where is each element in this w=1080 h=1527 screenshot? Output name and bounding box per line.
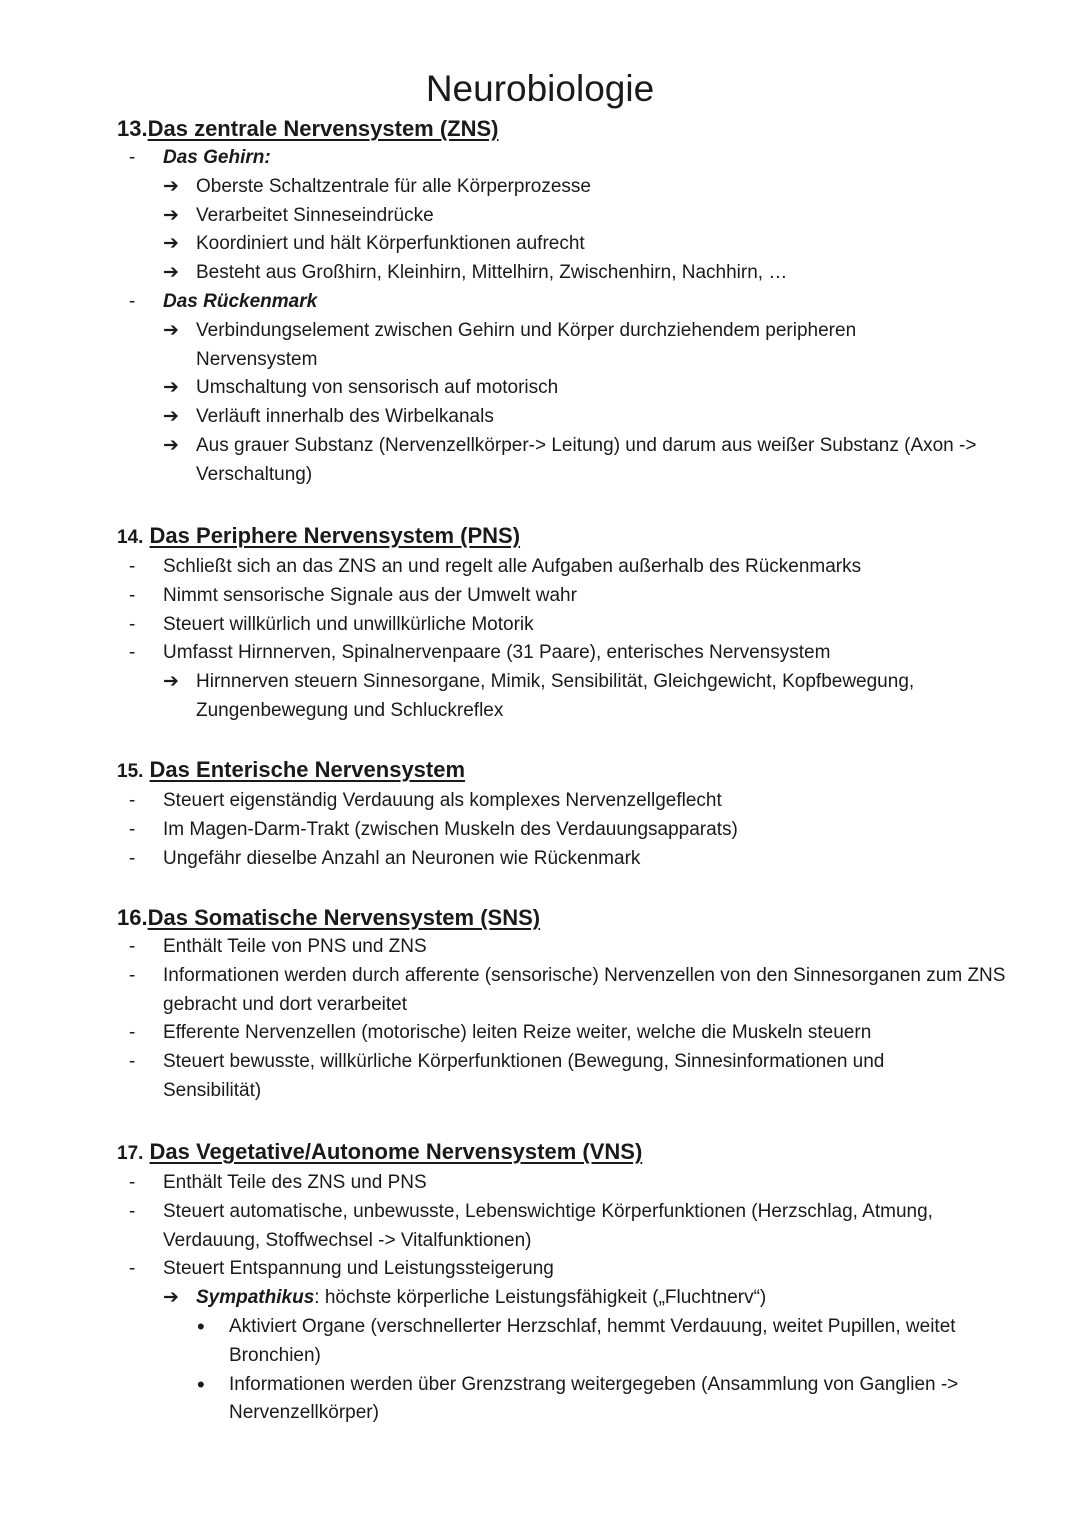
- bullet-icon: •: [197, 1313, 205, 1339]
- arrow-icon: ➔: [163, 406, 179, 428]
- section-vns: [117, 1137, 1027, 1428]
- dash-icon: -: [129, 790, 136, 811]
- list-item: - Informationen werden durch afferente (sensorische) Nervenzellen von den Sinnesorganen zum ZNS gebracht und dort verarbeitet: [117, 962, 1013, 1020]
- list-item: - Enthält Teile des ZNS und PNS: [117, 1169, 1027, 1198]
- section-sns: [117, 903, 1027, 1106]
- page-title: Neurobiologie: [425, 68, 655, 109]
- list-item: - Enthält Teile von PNS und ZNS: [117, 933, 1027, 962]
- list-item: ➔ Verbindungselement zwischen Gehirn und Körper durchziehendem peripheren Nervensystem: [117, 317, 916, 375]
- section-pns: [117, 521, 1027, 726]
- list-item: - Schließt sich an das ZNS an und regelt alle Aufgaben außerhalb des Rückenmarks: [117, 553, 1027, 582]
- dash-icon: -: [129, 642, 136, 664]
- dash-icon: -: [129, 818, 136, 840]
- section-heading: 17. Das Vegetative/Autonome Nervensystem (VNS): [117, 1139, 643, 1164]
- arrow-icon: ➔: [163, 671, 179, 693]
- arrow-icon: ➔: [163, 434, 179, 456]
- section-heading: 13.Das zentrale Nervensystem (ZNS): [117, 116, 499, 141]
- list-item: - Steuert willkürlich und unwillkürliche Motorik: [117, 611, 1027, 640]
- dash-icon: -: [129, 1022, 136, 1044]
- section-heading: 14. Das Periphere Nervensystem (PNS): [117, 523, 521, 548]
- dash-icon: -: [129, 1051, 136, 1073]
- list-item: ➔ Aus grauer Substanz (Nervenzellkörper-> Leitung) und darum aus weißer Substanz (Axon -> Verschaltung): [117, 432, 1016, 490]
- list-item: ➔ Umschaltung von sensorisch auf motorisch: [117, 374, 1027, 403]
- list-item: ➔ Sympathikus: höchste körperliche Leistungsfähigkeit („Fluchtnerv“): [117, 1284, 1027, 1313]
- dash-icon: -: [129, 613, 136, 635]
- list-item: - Im Magen-Darm-Trakt (zwischen Muskeln des Verdauungsapparats): [117, 816, 1027, 845]
- list-item: - Das Rückenmark: [117, 288, 1027, 317]
- list-item: ➔ Koordiniert und hält Körperfunktionen aufrecht: [117, 230, 1027, 259]
- dash-icon: -: [129, 964, 136, 986]
- list-item: ➔ Besteht aus Großhirn, Kleinhirn, Mittelhirn, Zwischenhirn, Nachhirn, …: [117, 259, 1027, 288]
- dash-icon: -: [129, 847, 136, 869]
- section-heading: 15. Das Enterische Nervensystem: [117, 757, 466, 782]
- list-item: • Informationen werden über Grenzstrang weitergegeben (Ansammlung von Ganglien -> Nervenzellkörper): [197, 1371, 959, 1424]
- dash-icon: -: [129, 1258, 136, 1280]
- list-item: ➔ Hirnnerven steuern Sinnesorgane, Mimik, Sensibilität, Gleichgewicht, Kopfbewegung, Zungenbewegung und Schluckreflex: [117, 668, 966, 726]
- list-item: ➔ Verarbeitet Sinneseindrücke: [117, 202, 1027, 231]
- list-item: ➔ Verläuft innerhalb des Wirbelkanals: [117, 403, 1027, 432]
- dash-icon: -: [129, 147, 136, 168]
- arrow-icon: ➔: [163, 204, 179, 226]
- list-item: - Efferente Nervenzellen (motorische) leiten Reize weiter, welche die Muskeln steuern: [117, 1019, 1027, 1048]
- section-heading: 16.Das Somatische Nervensystem (SNS): [117, 905, 541, 930]
- dash-icon: -: [129, 290, 136, 312]
- list-item: - Steuert automatische, unbewusste, Lebenswichtige Körperfunktionen (Herzschlag, Atmung, Verdauung, Stoffwechsel -> Vitalfunktionen): [117, 1198, 983, 1256]
- arrow-icon: ➔: [163, 1287, 179, 1309]
- list-item: - Steuert bewusste, willkürliche Körperfunktionen (Bewegung, Sinnesinformationen und Sensibilität): [117, 1048, 943, 1106]
- list-item: - Das Gehirn:: [117, 144, 1027, 173]
- list-item: - Steuert Entspannung und Leistungssteigerung: [117, 1255, 1027, 1284]
- list-item: - Ungefähr dieselbe Anzahl an Neuronen wie Rückenmark: [117, 845, 1027, 874]
- list-item: • Aktiviert Organe (verschnellerter Herzschlaf, hemmt Verdauung, weitet Pupillen, weitet Bronchien): [197, 1313, 956, 1366]
- arrow-icon: ➔: [163, 175, 179, 197]
- dash-icon: -: [129, 584, 136, 606]
- arrow-icon: ➔: [163, 377, 179, 399]
- list-item: - Umfasst Hirnnerven, Spinalnervenpaare (31 Paare), enterisches Nervensystem: [117, 639, 1027, 668]
- dash-icon: -: [129, 936, 136, 957]
- dash-icon: -: [129, 1172, 136, 1193]
- arrow-icon: ➔: [163, 262, 179, 284]
- arrow-icon: ➔: [163, 233, 179, 255]
- dash-icon: -: [129, 556, 136, 577]
- section-ens: [117, 755, 1027, 873]
- section-zns: [117, 114, 1027, 490]
- bullet-icon: •: [197, 1371, 205, 1397]
- arrow-icon: ➔: [163, 319, 179, 341]
- list-item: - Steuert eigenständig Verdauung als komplexes Nervenzellgeflecht: [117, 787, 1027, 816]
- list-item: - Nimmt sensorische Signale aus der Umwelt wahr: [117, 582, 1027, 611]
- list-item: ➔ Oberste Schaltzentrale für alle Körperprozesse: [117, 173, 1027, 202]
- dash-icon: -: [129, 1200, 136, 1222]
